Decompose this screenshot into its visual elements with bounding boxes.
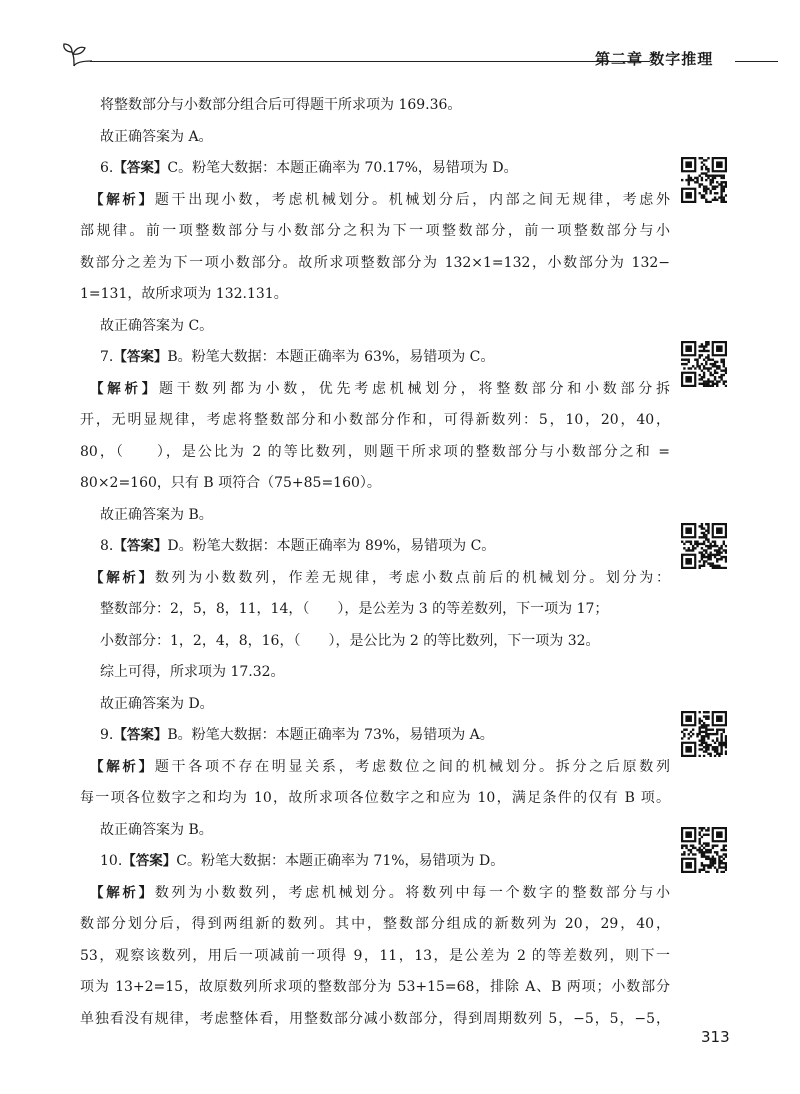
qr-code-icon[interactable] [681, 827, 727, 873]
text-line: 综上可得，所求项为 17.32。 [100, 664, 285, 680]
qr-code-icon[interactable] [681, 711, 727, 757]
page-header [62, 42, 778, 70]
answer-explanations [80, 90, 670, 1035]
text-line: 1=131，故所求项为 132.131。 [80, 286, 288, 302]
text-line: 开，无明显规律，考虑将整数部分和小数部分作和，可得新数列：5，10，20，40， [80, 412, 670, 428]
analysis-line-9: 【解析】题干各项不存在明显关系，考虑数位之间的机械划分。拆分之后原数列 [90, 758, 671, 775]
text-line: 小数部分：1，2，4，8，16，（ ），是公比为 2 的等比数列，下一项为 32。 [100, 632, 600, 649]
answer-line-10: 10.【答案】C。粉笔大数据：本题正确率为 71%，易错项为 D。 [100, 853, 505, 869]
chapter-title: 第二章 数字推理 [595, 50, 714, 68]
answer-line-6: 6.【答案】C。粉笔大数据：本题正确率为 70.17%，易错项为 D。 [100, 160, 518, 176]
text-line: 故正确答案为 A。 [100, 128, 213, 145]
answer-line-9: 9.【答案】B。粉笔大数据：本题正确率为 73%，易错项为 A。 [100, 727, 494, 743]
text-line: 数部分之差为下一项小数部分。故所求项整数部分为 132×1=132，小数部分为 132− [80, 254, 670, 271]
analysis-line-6: 【解析】题干出现小数，考虑机械划分。机械划分后，内部之间无规律，考虑外 [90, 191, 671, 208]
text-line: 整数部分：2，5，8，11，14，（ ），是公差为 3 的等差数列，下一项为 17； [100, 601, 609, 617]
analysis-line-8: 【解析】数列为小数数列，作差无规律，考虑小数点前后的机械划分。划分为： [90, 569, 671, 586]
qr-code-icon[interactable] [681, 523, 727, 569]
page-number: 313 [701, 1028, 730, 1046]
text-line: 80×2=160，只有 B 项符合（75+85=160）。 [80, 475, 381, 491]
header-rule-left [90, 61, 650, 62]
text-line: 53，观察该数列，用后一项减前一项得 9，11，13，是公差为 2 的等差数列，则下一 [80, 947, 670, 964]
conclusion-line: 故正确答案为 C。 [100, 317, 214, 334]
qr-code-icon[interactable] [681, 341, 727, 387]
text-line: 每一项各位数字之和均为 10，故所求项各位数字之和应为 10，满足条件的仅有 B 项。 [80, 790, 670, 806]
analysis-line-10: 【解析】数列为小数数列，考虑机械划分。将数列中每一个数字的整数部分与小 [90, 884, 671, 901]
analysis-line-7: 【解析】题干数列都为小数，优先考虑机械划分，将整数部分和小数部分拆 [90, 380, 670, 397]
conclusion-line: 故正确答案为 B。 [100, 821, 213, 838]
text-line: 单独看没有规律，考虑整体看，用整数部分减小数部分，得到周期数列 5，−5，5，−5， [80, 1010, 670, 1027]
text-line: 80，（ ），是公比为 2 的等比数列，则题干所求项的整数部分与小数部分之和 = [80, 443, 670, 460]
sprout-icon [62, 42, 98, 70]
text-line: 部规律。前一项整数部分与小数部分之积为下一项整数部分，前一项整数部分与小 [80, 223, 670, 239]
header-rule-right [735, 61, 778, 62]
text-line: 项为 13+2=15，故原数列所求项的整数部分为 53+15=68，排除 A、B 两项；小数部分 [80, 979, 670, 995]
text-line: 将整数部分与小数部分组合后可得题干所求项为 169.36。 [100, 97, 462, 113]
answer-line-8: 8.【答案】D。粉笔大数据：本题正确率为 89%，易错项为 C。 [100, 538, 496, 554]
conclusion-line: 故正确答案为 D。 [100, 695, 214, 712]
text-line: 数部分划分后，得到两组新的数列。其中，整数部分组成的新数列为 20，29，40， [80, 916, 670, 932]
qr-code-icon[interactable] [681, 157, 727, 203]
answer-line-7: 7.【答案】B。粉笔大数据：本题正确率为 63%，易错项为 C。 [100, 349, 495, 365]
conclusion-line: 故正确答案为 B。 [100, 506, 213, 523]
